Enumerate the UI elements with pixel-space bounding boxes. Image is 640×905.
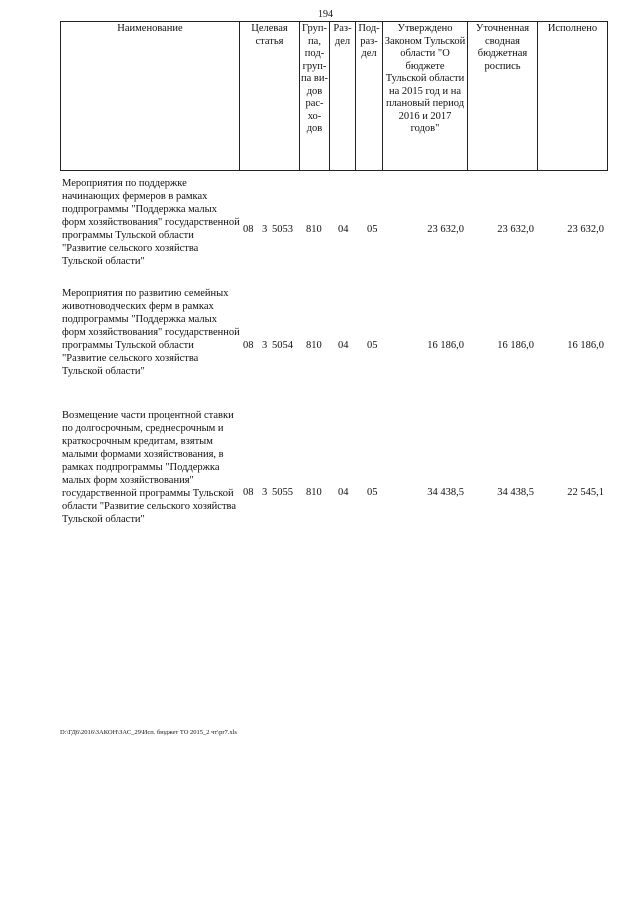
header-name: Наименование [61,22,240,171]
row-target-code-part2: 3 [262,487,268,498]
page-number: 194 [318,9,333,20]
header-expense-group: Груп- па, под- груп- па ви- дов рас- хо- дов [300,22,330,171]
row-refined: 34 438,5 [497,487,534,498]
row-approved: 34 438,5 [427,487,464,498]
row-approved: 23 632,0 [427,224,464,235]
row-refined: 16 186,0 [497,340,534,351]
header-executed: Исполнено [538,22,608,171]
row-target-code-part1: 08 [243,340,254,351]
row-executed: 23 632,0 [567,224,604,235]
row-refined: 23 632,0 [497,224,534,235]
header-target-article: Целевая статья [240,22,300,171]
row-subsection: 05 [367,224,378,235]
row-executed: 22 545,1 [567,487,604,498]
row-section: 04 [338,224,349,235]
row-target-code-part3: 5055 [272,487,293,498]
header-refined: Уточненная сводная бюджетная роспись [468,22,538,171]
row-name: Возмещение части процентной ставки по долгосрочным, среднесрочным и краткосрочным кредитам, взятым малыми формами хозяйствования, в рамках подпрограммы "Поддержка малых форм хозяйствования" государственной программы Тульской области "Развитие сельского хозяйства Тульской области" [62,410,237,525]
row-approved: 16 186,0 [427,340,464,351]
row-subsection: 05 [367,340,378,351]
row-expense-group: 810 [306,340,322,351]
row-target-code-part1: 08 [243,487,254,498]
row-expense-group: 810 [306,487,322,498]
header-section: Раз- дел [330,22,356,171]
table-header [60,21,608,171]
row-target-code-part2: 3 [262,224,268,235]
row-executed: 16 186,0 [567,340,604,351]
row-target-code-part3: 5053 [272,224,293,235]
row-target-code-part3: 5054 [272,340,293,351]
footer-file-path: D:\ГД6\2016\ЗАКОН\ЗАС_29\Исп. бюджет ТО 2015_2 чт\pr7.xls [60,729,237,736]
row-subsection: 05 [367,487,378,498]
header-subsection: Под- раз- дел [356,22,383,171]
row-section: 04 [338,487,349,498]
row-target-code-part1: 08 [243,224,254,235]
row-name: Мероприятия по поддержке начинающих фермеров в рамках подпрограммы "Поддержка малых форм хозяйствования" государственной программы Тульской области "Развитие сельского хозяйства Тульской области" [62,178,240,267]
row-name: Мероприятия по развитию семейных животноводческих ферм в рамках подпрограммы "Поддержка малых форм хозяйствования" государственной программы Тульской области "Развитие сельского хозяйства Тульской области" [62,288,240,377]
row-expense-group: 810 [306,224,322,235]
header-approved: Утверждено Законом Тульской области "О бюджете Тульской области на 2015 год и на плановый период 2016 и 2017 годов" [383,22,468,171]
row-section: 04 [338,340,349,351]
row-target-code-part2: 3 [262,340,268,351]
